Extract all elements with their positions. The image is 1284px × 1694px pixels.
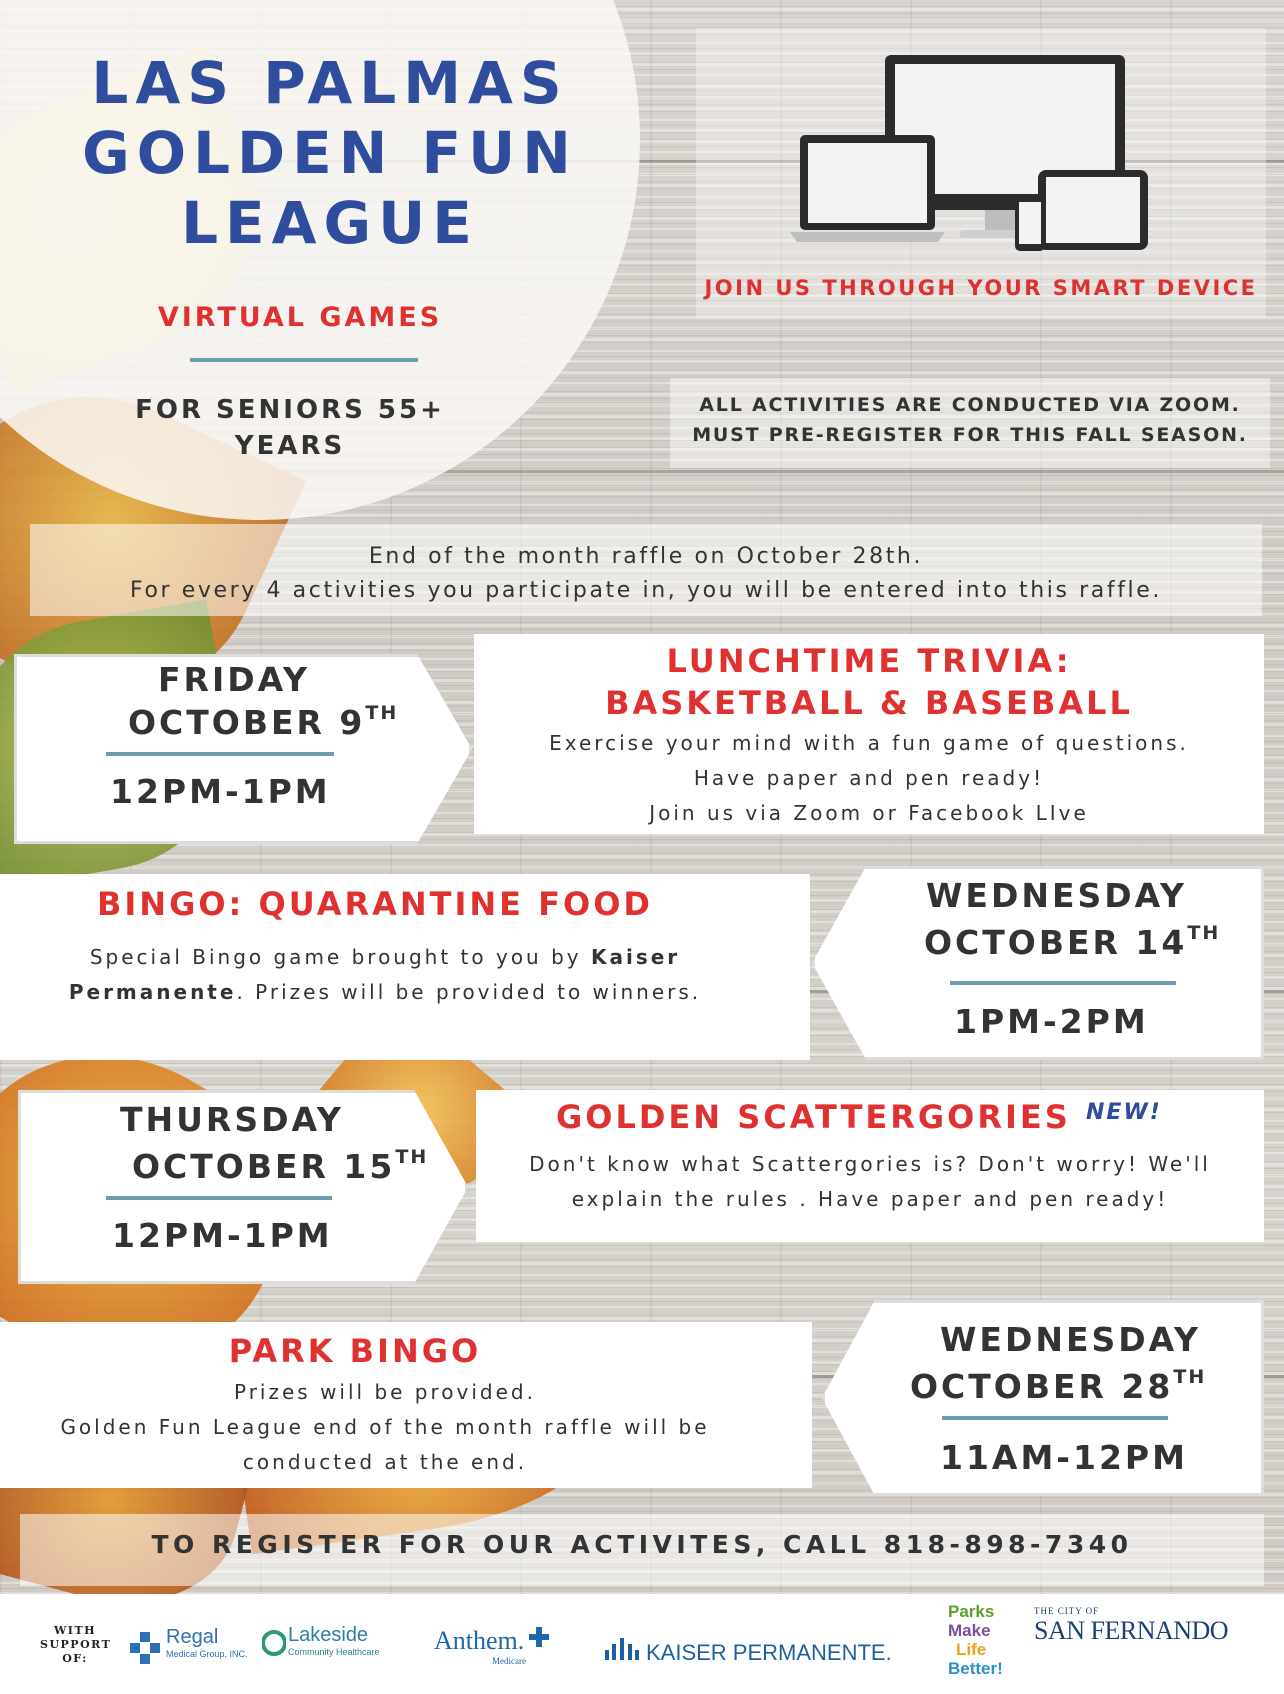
event-date — [910, 1366, 1206, 1406]
regal-mark-icon — [128, 1630, 162, 1664]
event-date — [128, 702, 398, 742]
event-date-suffix: TH — [395, 1146, 429, 1168]
event-date-text: OCTOBER 15 — [132, 1147, 396, 1186]
event-date-suffix: TH — [365, 702, 399, 724]
lakeside-mark-icon — [262, 1628, 286, 1658]
support-label-line: OF: — [62, 1652, 88, 1665]
anthem-sub: Medicare — [492, 1656, 526, 1666]
event-title-line: BASKETBALL & BASEBALL — [605, 684, 1133, 722]
event-desc-line: Don't know what Scattergories is? Don't worry! We'll — [529, 1152, 1211, 1176]
audience-line: YEARS — [234, 431, 346, 461]
event-description — [20, 1375, 750, 1480]
kaiser-logo — [604, 1640, 892, 1666]
laptop-icon — [790, 135, 945, 242]
regal-name: Regal — [166, 1626, 219, 1648]
support-label-line: SUPPORT — [40, 1638, 112, 1651]
lakeside-logo — [262, 1624, 380, 1657]
event-desc-line: explain the rules . Have paper and pen ready! — [571, 1187, 1169, 1211]
event-day: FRIDAY — [158, 660, 310, 699]
anthem-logo — [434, 1626, 550, 1666]
city-small: THE CITY OF — [1034, 1606, 1100, 1616]
support-label — [40, 1624, 110, 1666]
lakeside-name: Lakeside — [288, 1624, 369, 1646]
event-time: 12PM-1PM — [110, 772, 331, 811]
raffle-text — [30, 540, 1262, 608]
event-date-text: OCTOBER 9 — [128, 703, 366, 742]
event-title-line: LUNCHTIME TRIVIA: — [666, 642, 1072, 680]
parks-logo — [948, 1602, 1003, 1678]
event-title: GOLDEN SCATTERGORIES — [556, 1098, 1071, 1136]
devices-illustration — [790, 50, 1210, 270]
regal-logo — [128, 1626, 248, 1659]
lakeside-sub: Community Healthcare — [288, 1647, 380, 1657]
city-logo — [1034, 1606, 1228, 1646]
sponsor-name: Permanente — [68, 980, 237, 1004]
event-time: 1PM-2PM — [954, 1002, 1149, 1041]
event-day: THURSDAY — [120, 1100, 344, 1139]
event-desc-text: . Prizes will be provided to winners. — [236, 980, 702, 1004]
divider — [950, 981, 1176, 985]
parks-word: Parks — [948, 1602, 995, 1621]
divider — [942, 1416, 1168, 1420]
notice-line: MUST PRE-REGISTER FOR THIS FALL SEASON. — [692, 424, 1248, 446]
audience-line: FOR SENIORS 55+ — [135, 395, 445, 425]
raffle-line: End of the month raffle on October 28th. — [368, 544, 924, 569]
parks-word: Life — [956, 1640, 987, 1659]
regal-sub: Medical Group, INC. — [166, 1649, 248, 1659]
tablet-icon — [1038, 170, 1148, 250]
new-badge: NEW! — [1086, 1100, 1162, 1125]
event-description — [476, 1147, 1264, 1217]
kaiser-name: KAISER PERMANENTE. — [646, 1640, 892, 1665]
page-title — [0, 48, 660, 258]
device-caption: JOIN US THROUGH YOUR SMART DEVICE — [704, 276, 1258, 300]
event-desc-line: conducted at the end. — [242, 1450, 528, 1474]
event-desc-line: Join us via Zoom or Facebook LIve — [649, 801, 1089, 825]
notice-line: ALL ACTIVITIES ARE CONDUCTED VIA ZOOM. — [699, 394, 1241, 416]
sponsor-name: Kaiser — [590, 945, 681, 969]
blue-cross-icon — [528, 1626, 550, 1648]
city-name: SAN FERNANDO — [1034, 1616, 1229, 1645]
event-date — [132, 1146, 428, 1186]
event-date-suffix: TH — [1173, 1366, 1207, 1388]
support-label-line: WITH — [53, 1624, 97, 1637]
event-desc-line: Exercise your mind with a fun game of questions. — [549, 731, 1189, 755]
event-day: WEDNESDAY — [940, 1320, 1201, 1359]
title-line: LEAGUE — [181, 189, 479, 257]
event-title: PARK BINGO — [228, 1332, 482, 1370]
event-date-text: OCTOBER 28 — [910, 1367, 1174, 1406]
parks-word: Make — [948, 1621, 991, 1640]
title-line: LAS PALMAS — [91, 49, 569, 117]
event-desc-text: Special Bingo game brought to you by — [89, 945, 591, 969]
event-description — [474, 726, 1264, 831]
divider — [106, 1196, 332, 1200]
event-date-suffix: TH — [1187, 922, 1221, 944]
smartphone-icon — [1015, 195, 1045, 251]
event-desc-line: Golden Fun League end of the month raffle will be — [60, 1415, 710, 1439]
kaiser-rays-icon — [604, 1636, 640, 1662]
event-date — [924, 922, 1220, 962]
event-time: 12PM-1PM — [112, 1216, 333, 1255]
parks-word: Better! — [948, 1659, 1003, 1678]
divider — [190, 358, 418, 362]
audience-text — [110, 392, 470, 464]
event-time: 11AM-12PM — [940, 1438, 1188, 1477]
event-desc-line: Have paper and pen ready! — [693, 766, 1045, 790]
event-day: WEDNESDAY — [926, 876, 1187, 915]
title-line: GOLDEN FUN — [82, 119, 578, 187]
event-description — [20, 940, 750, 1010]
event-date-text: OCTOBER 14 — [924, 923, 1188, 962]
event-title: BINGO: QUARANTINE FOOD — [97, 885, 653, 923]
raffle-line: For every 4 activities you participate in, you will be entered into this raffle. — [129, 578, 1163, 603]
divider — [106, 752, 334, 756]
event-desc-line: Prizes will be provided. — [234, 1380, 536, 1404]
page-subtitle: VIRTUAL GAMES — [157, 302, 443, 333]
anthem-name: Anthem. — [434, 1626, 525, 1655]
event-title — [474, 640, 1264, 724]
notice-text — [670, 390, 1270, 450]
register-text: TO REGISTER FOR OUR ACTIVITES, CALL 818-898-7340 — [151, 1530, 1133, 1559]
